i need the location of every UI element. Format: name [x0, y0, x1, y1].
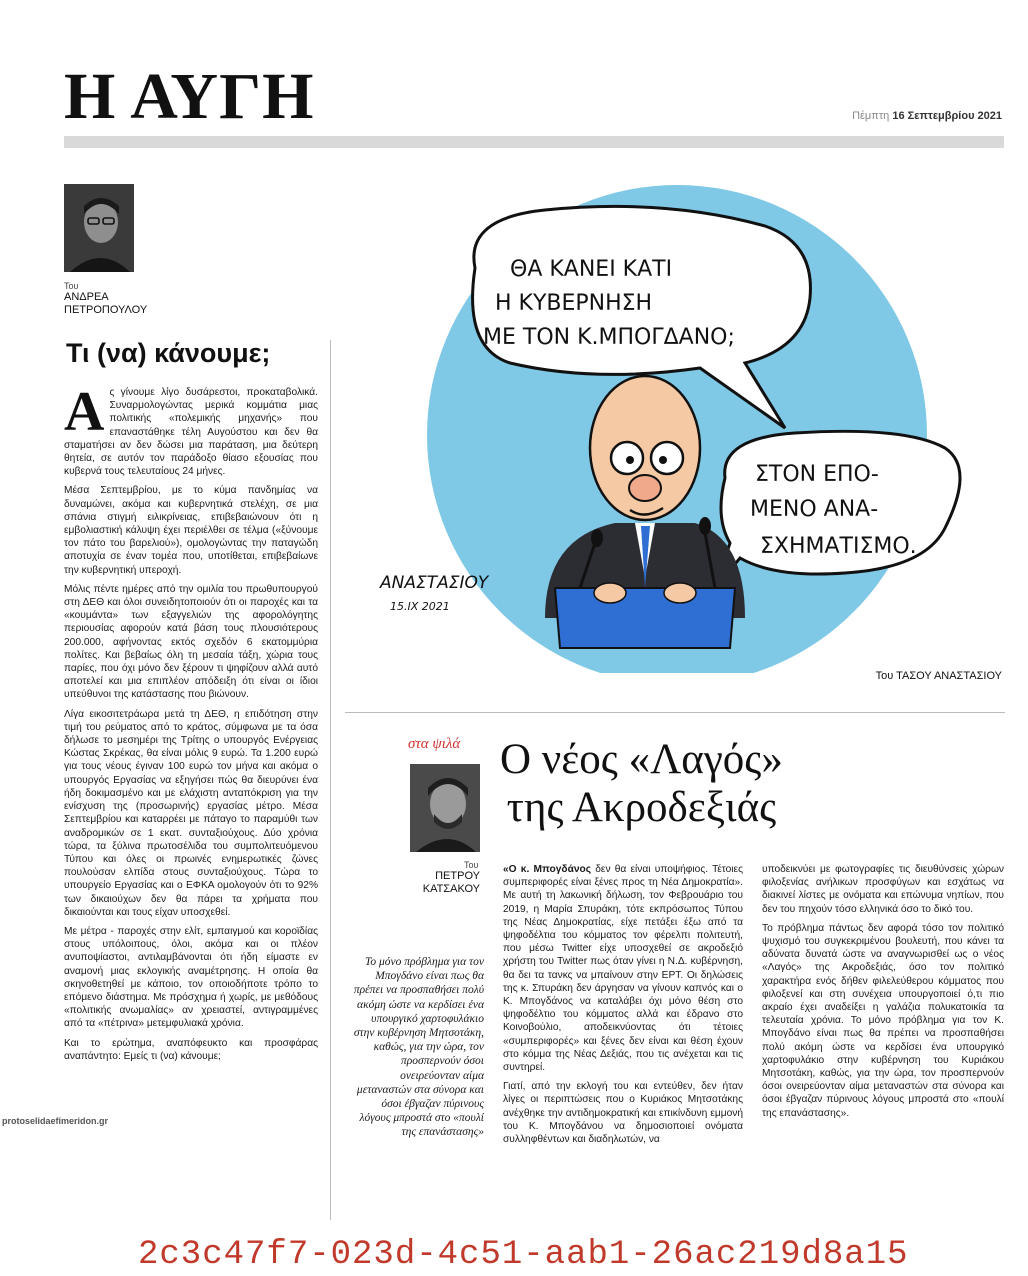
newspaper-masthead: Η ΑΥΓΗ: [64, 60, 315, 133]
bubble2-line3: ΣΧΗΜΑΤΙΣΜΟ.: [760, 534, 917, 559]
header-rule: [64, 136, 1004, 148]
author2-prefix: Του: [464, 860, 479, 870]
author1-prefix: Του: [64, 281, 79, 291]
bubble1-line1: ΘΑ ΚΑΝΕΙ ΚΑΤΙ: [510, 257, 673, 282]
pull-quote: Το μόνο πρόβλημα για τον Μπογδάνο είναι πως θα πρέπει να προσπαθήσει πολύ ακόμη ώστε να κερδίσει ένα υπουργικό χαρτοφυλάκιο στην κυβέρνηση Μητσοτάκη, καθώς, για την ώρα, τον προσπερνούν όσοι ονειρεύονταν αίμα μεταναστών στα σύνορα και όσοι έβγαζαν πύρινους λόγους μπροστά στο «πουλί της επανάστασης»: [353, 956, 484, 1139]
cartoon-credit: Του ΤΑΣΟΥ ΑΝΑΣΤΑΣΙΟΥ: [875, 670, 1002, 682]
author1-name: [64, 291, 147, 317]
article1-paragraph: Μόλις πέντε ημέρες από την ομιλία του πρωθυπουργού στη ΔΕΘ και όλοι συνειδητοποιούν ότι οι παροχές και τα «κουμάντα» των εξαγγελιών της αφορολόγητης περιουσίας αφορούν κατά βάση τους πλουσιότερους 200.000, αφήνοντας εκτός σχεδόν 6 εκατομμύρια πολίτες. Και βεβαίως όλη τη μεσαία τάξη, χώρια τους παρίες, που όχι μόνο δεν ξέρουν τι ψηφίζουν αλλά αυτό αποτελεί και μια επιπλέον απόδειξη ότι είναι οι ίδιοι υπεύθυνοι της κατάστασης που βιώνουν.: [64, 583, 318, 701]
editorial-cartoon: [345, 148, 1005, 673]
cartoonist-signature: ΑΝΑΣΤΑΣΙΟΥ: [380, 573, 489, 593]
bubble2-line1: ΣΤΟΝ ΕΠΟ-: [755, 462, 879, 487]
author1-name-line1: ΑΝΔΡΕΑ: [64, 291, 109, 303]
author-portrait-icon: [64, 184, 134, 272]
cartoon-bottom-rule: [345, 712, 1005, 713]
bubble1-line3: ΜΕ ΤΟΝ Κ.ΜΠΟΓΔΑΝΟ;: [483, 325, 735, 350]
author2-name-line2: ΚΑΤΣΑΚΟΥ: [422, 883, 480, 895]
article1-paragraph: Μέσα Σεπτεμβρίου, με το κύμα πανδημίας να δυναμώνει, ακόμα και κυβερνητικά στελέχη, σε μια σπάνια στιγμή ειλικρίνειας, επιβεβαιώνουν ότι η εμβολιαστική κάλυψη έχει περιέλθει σε τέλμα («ξύνουμε τον πάτο του βαρελιού»), ομολογώντας την παταγώδη αποτυχία σε έναν τομέα που, υποτίθεται, επιβεβαίωνε την κυβερνητική υπεροχή.: [64, 485, 318, 576]
article2-paragraph: Γιατί, από την εκλογή του και εντεύθεν, δεν ήταν λίγες οι περιπτώσεις που ο Κυριάκος Μητσοτάκης ανέχθηκε την αντιδημοκρατική και επικίνδυνη εμμονή του Κ. Μπογδάνου να δημοσιοποιεί ονόματα συλληφθέντων και διαδηλωτών, να: [503, 1081, 743, 1146]
bubble1-line2: Η ΚΥΒΕΡΝΗΣΗ: [495, 291, 653, 316]
article2-title-line2: της Ακροδεξιάς: [506, 784, 777, 831]
date-day: Πέμπτη: [852, 110, 890, 122]
document-code: 2c3c47f7-023d-4c51-aab1-26ac219d8a15: [138, 1236, 909, 1274]
article1-title: Τι (να) κάνουμε;: [66, 338, 271, 368]
section-rubric: στα ψιλά: [408, 736, 461, 752]
bubble2-line2: ΜΕΝΟ ΑΝΑ-: [750, 497, 879, 522]
article1-paragraph: Λίγα εικοσιτετράωρα μετά τη ΔΕΘ, η επιδότηση στην τιμή του ρεύματος από το κράτος, σύμφωνα με τα όσα δήλωσε το μεσημέρι της Τρίτης ο υπουργός Ενέργειας Κώστας Σκρέκας, θα είναι μόλις 9 ευρώ. Τα 1.200 ευρώ για τους νέους έγιναν 100 ευρώ τον μήνα και ακόμα ο υπουργός Εργασίας να εξηγήσει πώς θα διευρύνει ένα ήδη δοκιμασμένο και με ελάχιστη ανταπόκριση για την ενίσχυση της (προσωρινής) εργασίας μέτρο. Μέσα Σεπτεμβρίου και καταρρέει με πάταγο το παραμύθι των αναδρομικών σε 1 εκατ. συνταξιούχους. Δύο χρόνια τώρα, τα ξύλινα πρωτοσέλιδα του συμπολιτευόμενου Τύπου και όλες οι πρωινές ενημερωτικές ζώνες πουλούσαν ελπίδα στους συνταξιούχους. Τώρα το υπουργείο Εργασίας και ο ΕΦΚΑ ομολογούν ότι το 92% των δικαιούχων δεν θα πάρει τα χρήματα που δικαιούνται και τους είχαν υποσχεθεί.: [64, 708, 318, 918]
publication-date: [852, 110, 1002, 122]
dropcap: Α: [64, 381, 105, 443]
article1-paragraph: Και το ερώτημα, αναπόφευκτο και προσφάρας αναπάντητο: Εμείς τι (να) κάνουμε;: [64, 1037, 318, 1062]
article2-paragraph: υποδεικνύει με φωτογραφίες τις διευθύνσεις χώρων φιλοξενίας ανήλικων προσφύγων και εσχάτως να διακινεί λίστες με ονόματα και επώνυμα νηπίων, που δεν του πηχούν τόσο ελληνικά όσο το δικό του.: [762, 864, 1004, 915]
article1-paragraph: Με μέτρα - παροχές στην ελίτ, εμπαιγμού και κοροϊδίας στους υπόλοιπους, όλοι, ακόμα και οι πλέον ανυποψίαστοι, αντιλαμβάνονται ότι ήδη είμαστε εν αναμονή μιας εκλογικής αναμέτρησης. Η οποία θα σκηνοθετηθεί με κάποιο, τον οποιοδήποτε τρόπο το επόμενο διάστημα. Με πρόσχημα ή χωρίς, με μεθόδους «πολιτικής ανωμαλίας» αν χρειαστεί, αντιγραμμένες από τα «πέτρινα» μετεμφυλιακά χρόνια.: [64, 925, 318, 1030]
article2-paragraph: «Ο κ. Μπογδάνος δεν θα είναι υποψήφιος. Τέτοιες συμπεριφορές είναι ξένες προς τη Νέα Δημοκρατία». Με αυτή τη λακωνική δήλωση, τον Φεβρουάριο του 2019, η Μαρία Σπυράκη, τότε εκπρόσωπος Τύπου της Νέας Δημοκρατίας, είχε πετάξει έξω από τα ψηφοδέλτια του κόμματος τον φέρελπι πολιτευτή, που μέσω Twitter είχε υποσχεθεί σε ακροδεξιό χρήστη του Twitter πως όταν γίνει η Ν.Δ. κυβέρνηση, θα δει τα τανκς να μπαίνουν στην ΕΡΤ. Οι δηλώσεις της κ. Σπυράκη δεν άργησαν να γίνουν καπνός και ο Κ. Μπογδάνος να καταλάβει όχι μόνο θέση στο ψηφοδέλτιο του κόμματος αλλά και έδρανο στο Κοινοβούλιο, αποδεικνύοντας ότι τέτοιες «συμπεριφορές» και ξένες δεν είναι και θέση έχουν στο κόμμα της Νέας Δεξιάς, που τις ανέχεται και τις συντηρεί.: [503, 864, 743, 1074]
author2-name: [410, 870, 480, 896]
cartoon-illustration: [345, 148, 1005, 673]
article2-column-1: [503, 863, 743, 1152]
site-watermark: protoselidaefimeridon.gr: [2, 1116, 109, 1126]
author-photo-katsakos: [410, 764, 480, 852]
article1-body: [64, 381, 318, 1069]
article1-paragraph: Ας γίνουμε λίγο δυσάρεστοι, προκαταβολικά. Συναρμολογώντας μερικά κομμάτια μιας πολιτικής «πολεμικής μηχανής» που επαναστάθηκε τέλη Αυγούστου και δεν θα σταματήσει αν δεν δώσει μια παράταση, μια δεύτερη θητεία, σε αυτόν τον παράδοξο θίασο εξουσίας που κυβερνά τους τελευταίους 24 μήνες.: [64, 381, 318, 478]
author-photo-petropoulos: [64, 184, 134, 272]
article2-title-line1: Ο νέος «Λαγός»: [500, 736, 783, 783]
lead-bold: «Ο κ. Μπογδάνος: [503, 864, 592, 875]
author2-name-line1: ΠΕΤΡΟΥ: [435, 870, 480, 882]
date-rest: 16 Σεπτεμβρίου 2021: [892, 110, 1002, 122]
article2-title: [500, 736, 783, 832]
author1-name-line2: ΠΕΤΡΟΠΟΥΛΟΥ: [64, 304, 148, 316]
article2-column-2: [762, 863, 1004, 1126]
author-portrait-icon: [410, 764, 480, 852]
column-divider: [330, 340, 331, 1220]
cartoon-date: 15.IX 2021: [390, 600, 450, 613]
article2-paragraph: Το πρόβλημα πάντως δεν αφορά τόσο τον πολιτικό ψυχισμό του συγκεκριμένου βουλευτή, που κάνει τα αδύνατα δυνατά ώστε να αναγνωρισθεί ως ο νέος «Λαγός» της Ακροδεξιάς, όσο τον πολιτικό χαρακτήρα ενός δήθεν φιλελεύθερου κόμματος που φιλοξενεί και στη συνέχεια υπουργοποιεί ό,τι πιο ακραίο έχει αναδείξει η γαλάζια πολυκατοικία τα τελευταία χρόνια. Το μόνο πρόβλημα για τον Κ. Μπογδάνο είναι πως θα πρέπει να προσπαθήσει πολύ ακόμη ώστε να κερδίσει ένα υπουργικό χαρτοφυλάκιο στην κυβέρνηση του Κυριάκου Μητσοτάκη, καθώς, για την ώρα, τον προσπερνούν όσοι ονειρεύονταν αίμα μεταναστών στα σύνορα και όσοι έβγαζαν πύρινους λόγους μπροστά στο «πουλί της επανάστασης».: [762, 922, 1004, 1119]
cartoon-podium: [555, 588, 735, 648]
